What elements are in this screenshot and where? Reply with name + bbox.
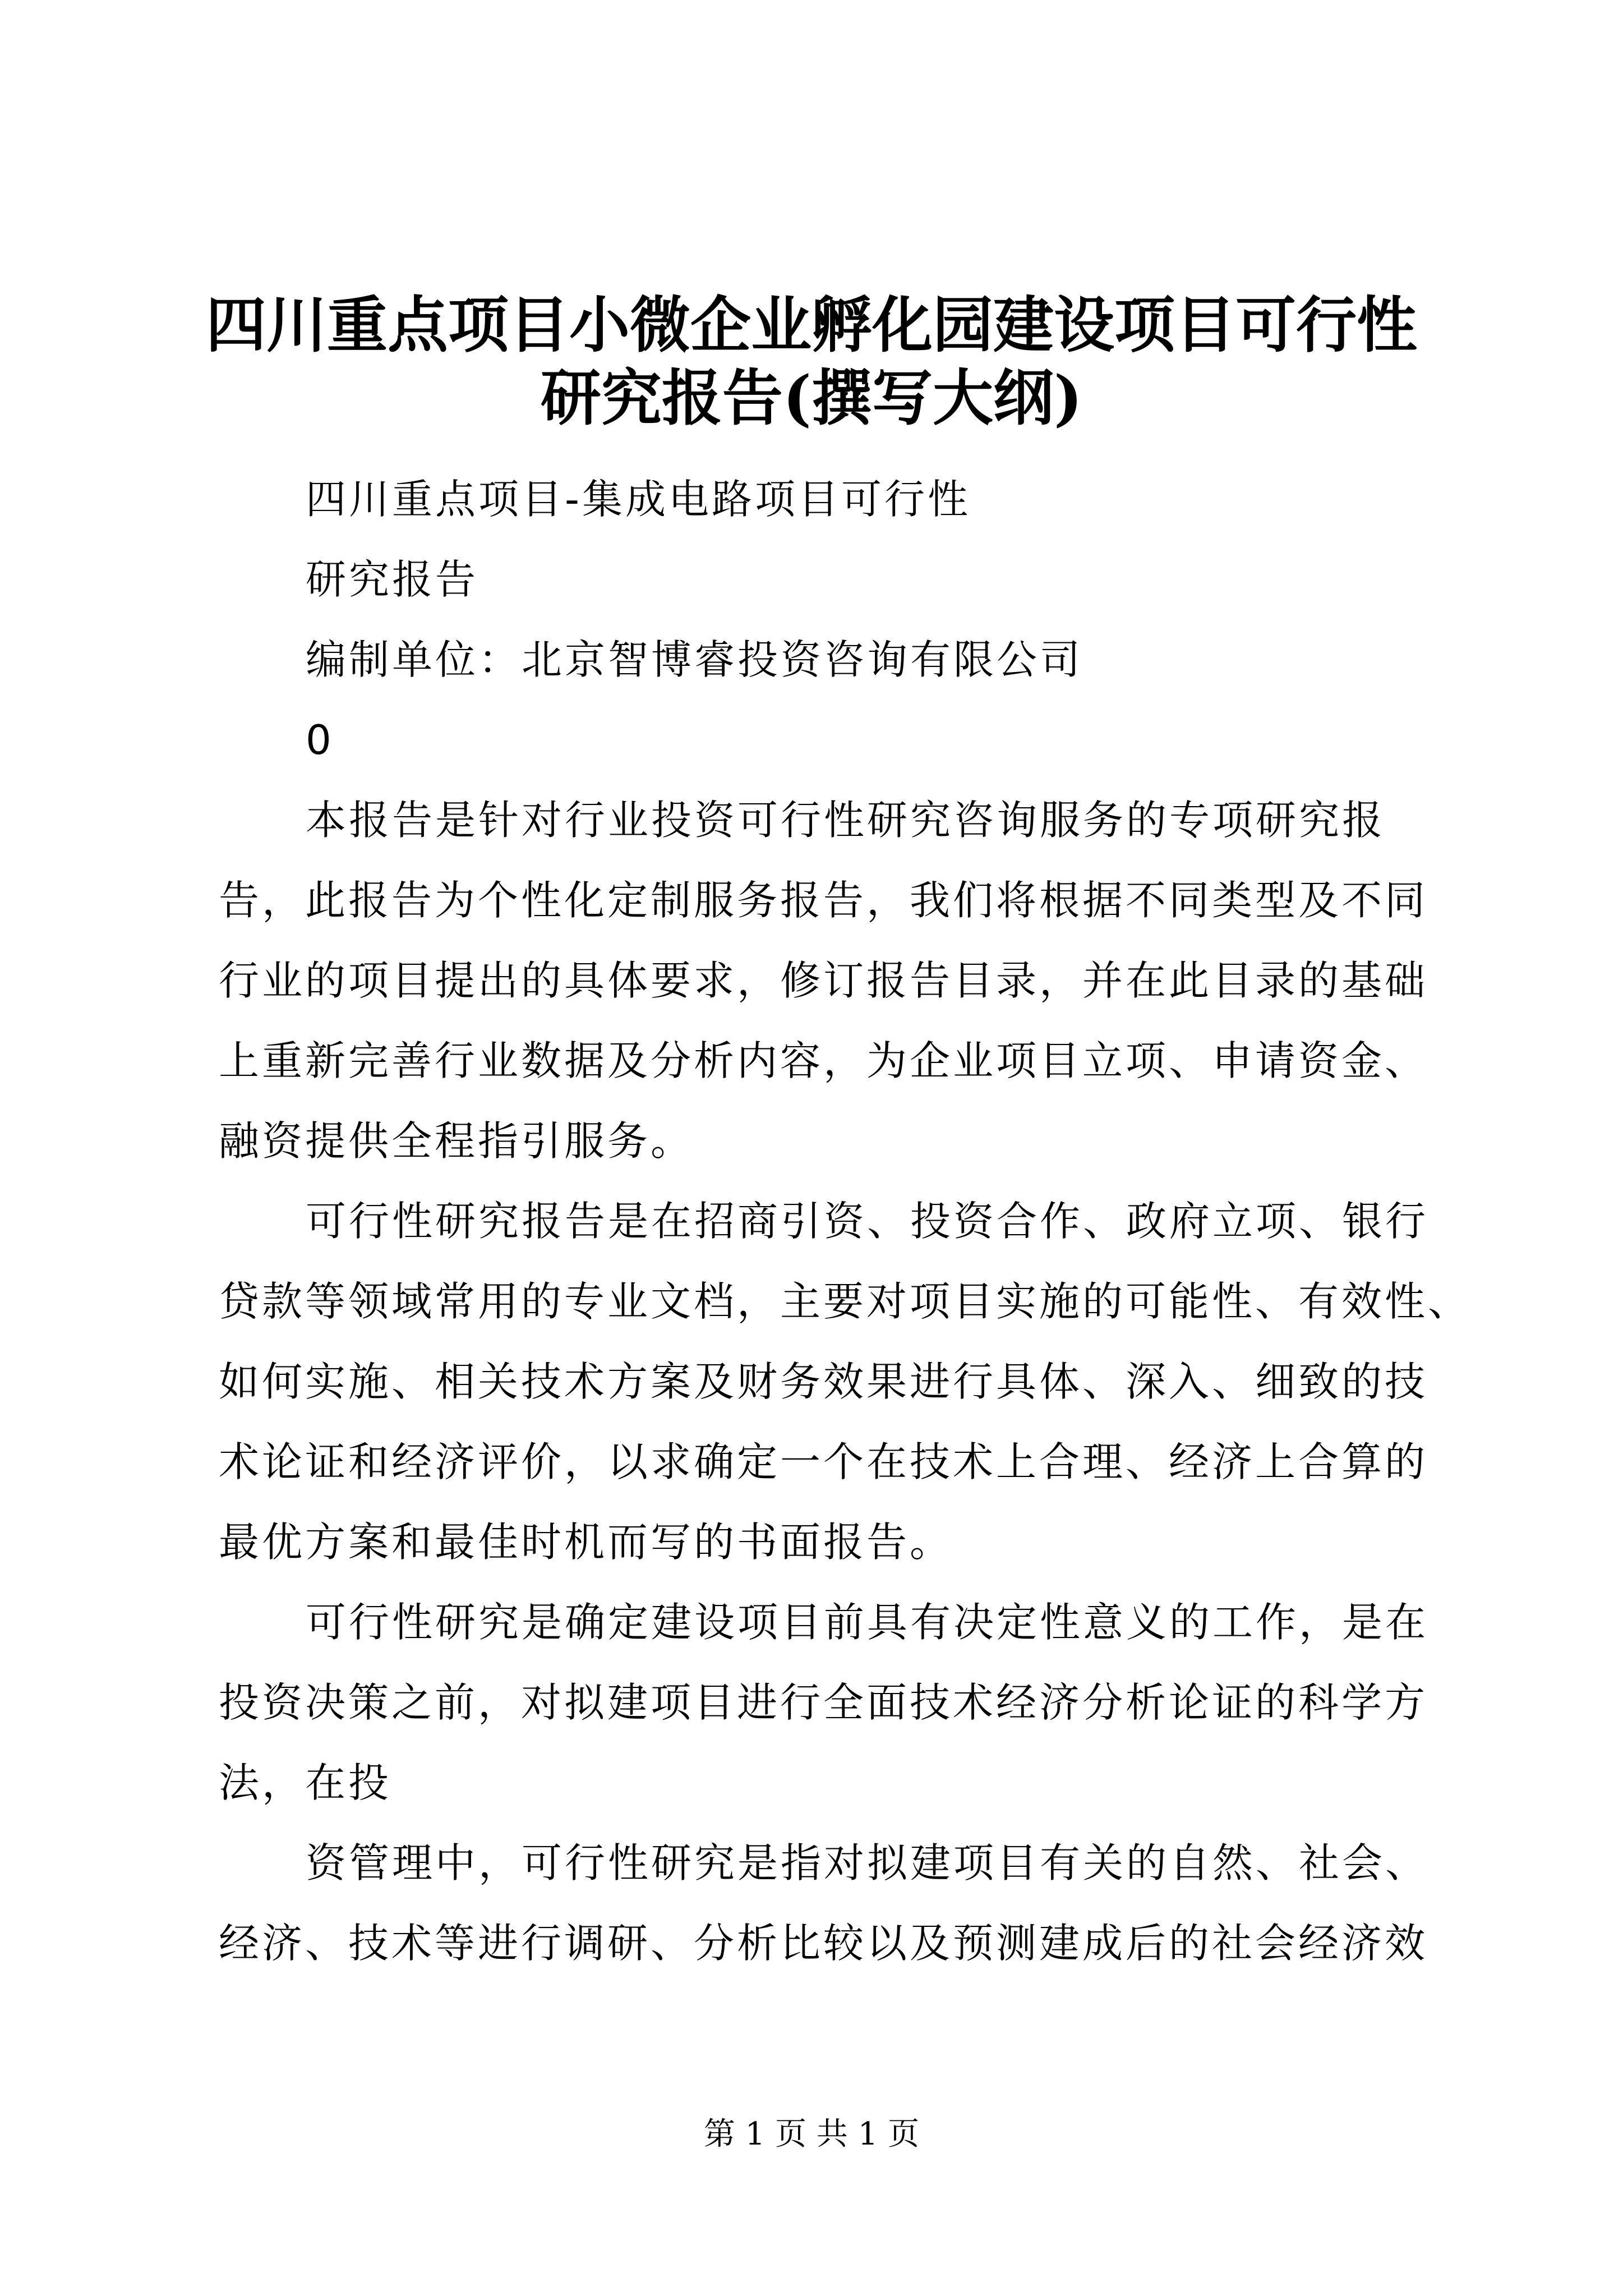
paragraph-1-line-3: 行业的项目提出的具体要求，修订报告目录，并在此目录的基础	[219, 957, 1428, 1004]
paragraph-4-line-1: 资管理中，可行性研究是指对拟建项目有关的自然、社会、	[306, 1839, 1429, 1887]
paragraph-2-line-3: 如何实施、相关技术方案及财务效果进行具体、深入、细致的技	[219, 1358, 1428, 1405]
paragraph-2-line-1: 可行性研究报告是在招商引资、投资合作、政府立项、银行	[306, 1198, 1429, 1245]
subtitle-line-1: 四川重点项目-集成电路项目可行性	[306, 476, 971, 523]
paragraph-1-line-5: 融资提供全程指引服务。	[219, 1117, 694, 1165]
paragraph-3-line-3: 法，在投	[219, 1759, 392, 1806]
paragraph-1-line-4: 上重新完善行业数据及分析内容，为企业项目立项、申请资金、	[219, 1037, 1428, 1084]
zero-line: 0	[306, 716, 334, 763]
paragraph-4-line-2: 经济、技术等进行调研、分析比较以及预测建成后的社会经济效	[219, 1920, 1428, 1967]
document-title-line-1: 四川重点项目小微企业孵化园建设项目可行性	[205, 290, 1417, 361]
paragraph-1-line-2: 告，此报告为个性化定制服务报告，我们将根据不同类型及不同	[219, 877, 1428, 924]
paragraph-3-line-1: 可行性研究是确定建设项目前具有决定性意义的工作，是在	[306, 1599, 1429, 1646]
paragraph-3-line-2: 投资决策之前，对拟建项目进行全面技术经济分析论证的科学方	[219, 1679, 1428, 1726]
paragraph-1-line-1: 本报告是针对行业投资可行性研究咨询服务的专项研究报	[306, 797, 1386, 844]
page-footer: 第 1 页 共 1 页	[703, 2116, 920, 2152]
paragraph-2-line-5: 最优方案和最佳时机而写的书面报告。	[219, 1519, 953, 1566]
document-title-line-2: 研究报告(撰写大纲)	[540, 363, 1083, 434]
paragraph-2-line-4: 术论证和经济评价，以求确定一个在技术上合理、经济上合算的	[219, 1438, 1428, 1485]
compiler-line: 编制单位：北京智博睿投资咨询有限公司	[306, 636, 1083, 683]
paragraph-2-line-2: 贷款等领域常用的专业文档，主要对项目实施的可能性、有效性、	[219, 1278, 1472, 1325]
subtitle-line-2: 研究报告	[306, 556, 479, 603]
